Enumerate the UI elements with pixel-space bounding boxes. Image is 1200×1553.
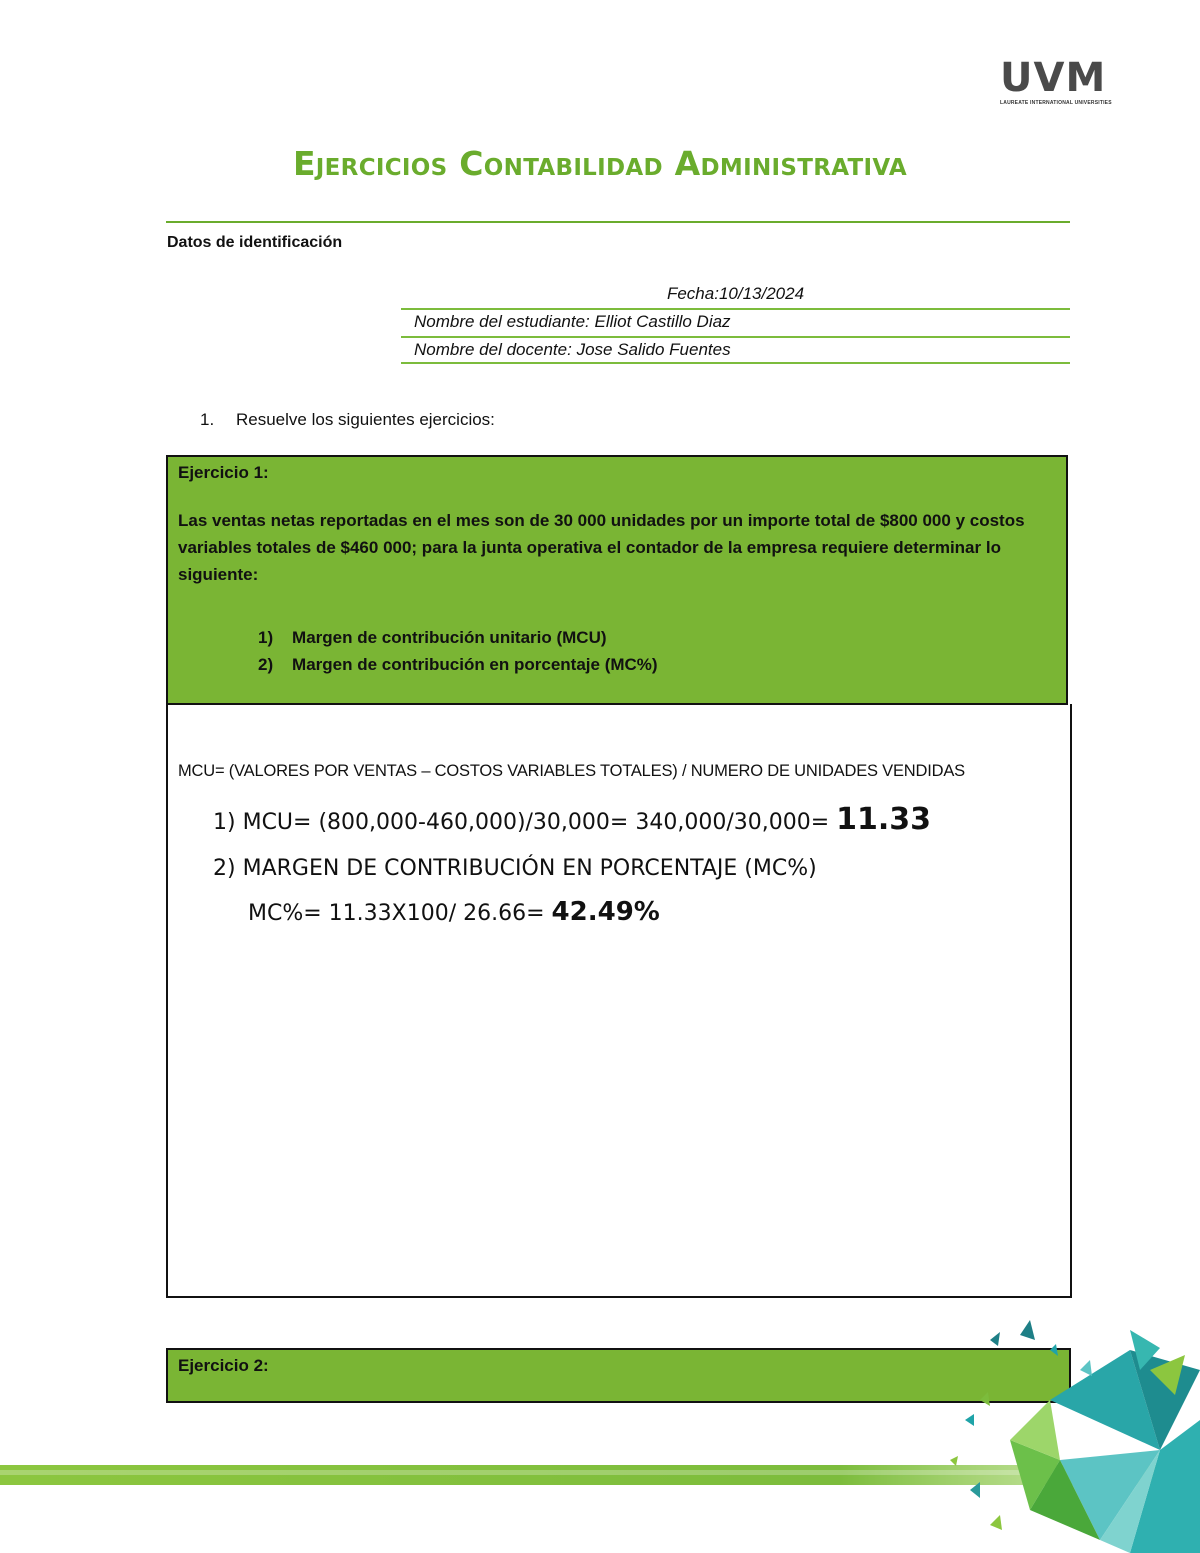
info-divider <box>401 362 1070 364</box>
date-field <box>401 284 1070 304</box>
step-expression: MC%= 11.33X100/ 26.66= <box>248 901 545 926</box>
info-divider <box>401 336 1070 338</box>
mc-percent-result: 42.49% <box>551 897 660 927</box>
step-expression: MCU= (800,000-460,000)/30,000= 340,000/30,000= <box>242 810 830 835</box>
mcu-result: 11.33 <box>836 802 932 837</box>
step-text: MARGEN DE CONTRIBUCIÓN EN PORCENTAJE (MC%) <box>242 856 817 881</box>
item-text: Margen de contribución unitario (MCU) <box>292 628 607 647</box>
exercise1-statement: Las ventas netas reportadas en el mes son de 30 000 unidades por un importe total de $800 000 y costos variables totales de $460 000; para la junta operativa el contador de la empresa requiere determinar lo siguiente: <box>178 511 1025 584</box>
mcu-formula: MCU= (VALORES POR VENTAS – COSTOS VARIABLES TOTALES) / NUMERO DE UNIDADES VENDIDAS <box>178 762 965 780</box>
uvm-logo <box>1000 55 1122 108</box>
exercise1-statement-box <box>166 455 1068 705</box>
date-value: Fecha:10/13/2024 <box>666 284 805 303</box>
student-name: Elliot Castillo Diaz <box>594 312 731 331</box>
item-number: 2) <box>258 655 274 674</box>
title-divider <box>166 221 1070 223</box>
student-label: Nombre del estudiante: <box>414 312 590 331</box>
answer-step-2 <box>213 856 817 881</box>
instruction-item <box>200 410 495 430</box>
item-number: 1) <box>258 628 274 647</box>
exercise1-title: Ejercicio 1: <box>178 463 269 482</box>
student-name-field <box>401 312 1070 332</box>
item-text: Margen de contribución en porcentaje (MC%) <box>292 655 658 674</box>
step-number: 2) <box>213 856 236 881</box>
answer-step-2-calculation <box>248 897 660 927</box>
logo-tagline: LAUREATE INTERNATIONAL UNIVERSITIES <box>1000 100 1112 106</box>
exercise2-title: Ejercicio 2: <box>178 1356 269 1375</box>
decorative-triangles <box>930 1310 1200 1553</box>
instruction-number: 1. <box>200 410 215 429</box>
exercise1-answer-box <box>166 704 1072 1298</box>
teacher-name: Jose Salido Fuentes <box>576 340 731 359</box>
exercise1-questions <box>178 624 1056 678</box>
logo-letters: UVM <box>1000 55 1107 101</box>
identification-heading: Datos de identificación <box>167 234 343 251</box>
list-item <box>248 624 1056 651</box>
step-number: 1) <box>213 810 236 835</box>
info-divider <box>401 308 1070 310</box>
list-item <box>248 651 1056 678</box>
document-title: Ejercicios Contabilidad Administrativa <box>292 144 908 183</box>
teacher-name-field <box>401 340 1070 360</box>
instruction-text: Resuelve los siguientes ejercicios: <box>236 410 495 429</box>
answer-step-1 <box>213 802 931 837</box>
teacher-label: Nombre del docente: <box>414 340 572 359</box>
